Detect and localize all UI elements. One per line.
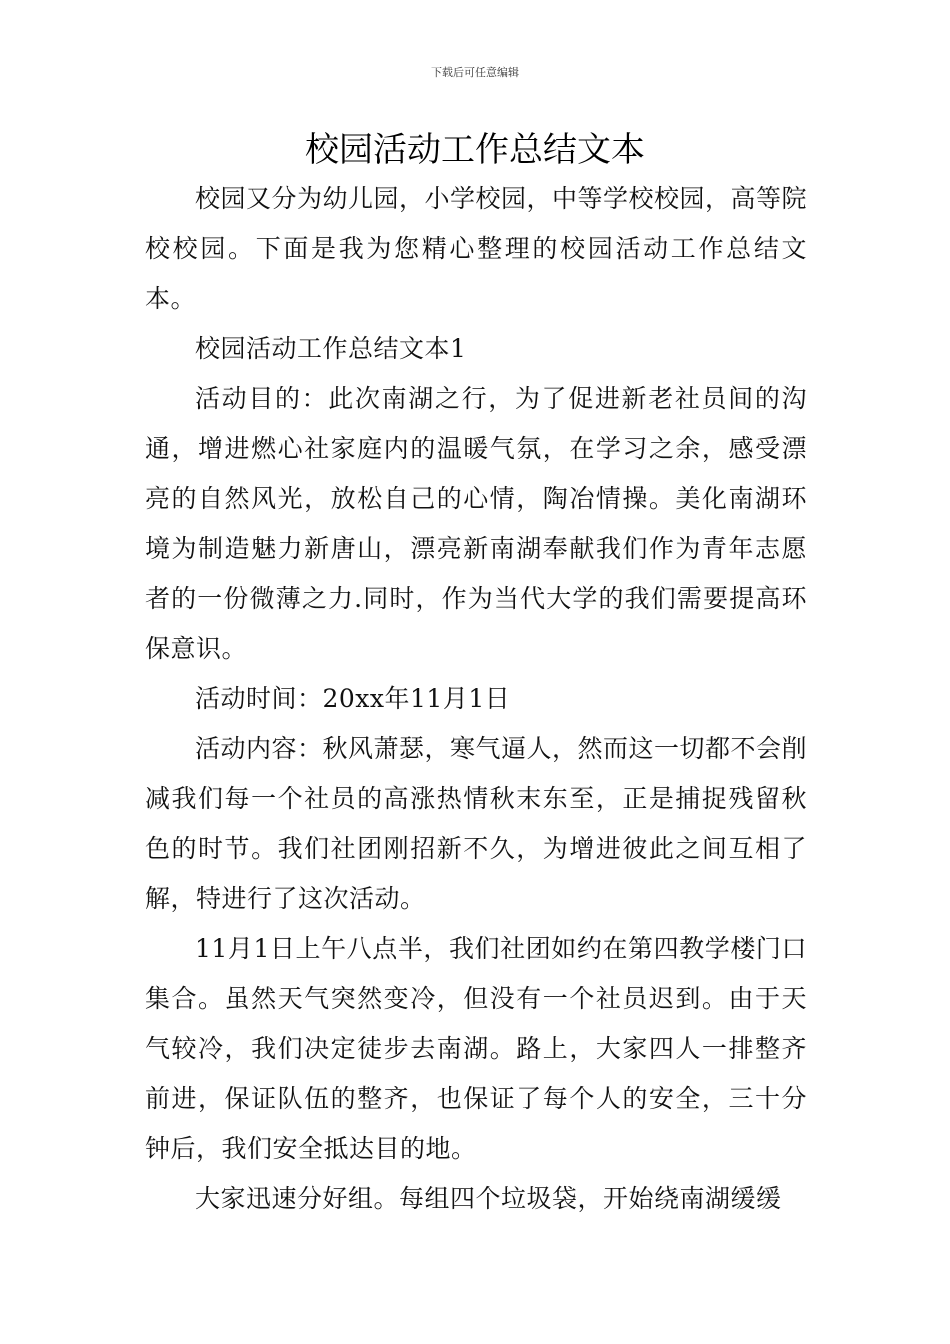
paragraph-gathering: 11月1日上午八点半，我们社团如约在第四教学楼门口集合。虽然天气突然变冷，但没有一个社员迟到。由于天气较冷，我们决定徒步去南湖。路上，大家四人一排整齐前进，保证队伍的整齐，也保证了每个人的安全，三十分钟后，我们安全抵达目的地。 bbox=[145, 934, 807, 1163]
paragraph-purpose: 活动目的：此次南湖之行，为了促进新老社员间的沟通，增进燃心社家庭内的温暖气氛，在学习之余，感受漂亮的自然风光，放松自己的心情，陶冶情操。美化南湖环境为制造魅力新唐山，漂亮新南湖奉献我们作为青年志愿者的一份微薄之力.同时，作为当代大学的我们需要提高环保意识。 bbox=[145, 384, 807, 663]
document-title: 校园活动工作总结文本 bbox=[305, 130, 645, 170]
document-body bbox=[145, 174, 807, 1224]
section-heading: 校园活动工作总结文本1 bbox=[195, 334, 467, 363]
paragraph-time: 活动时间：20xx年11月1日 bbox=[195, 684, 511, 713]
paragraph-grouping: 大家迅速分好组。每组四个垃圾袋，开始绕南湖缓缓 bbox=[195, 1184, 782, 1213]
header-note: 下载后可任意编辑 bbox=[431, 66, 519, 79]
paragraph-intro: 校园又分为幼儿园，小学校园，中等学校校园，高等院校校园。下面是我为您精心整理的校园活动工作总结文本。 bbox=[145, 184, 808, 313]
paragraph-content: 活动内容：秋风萧瑟，寒气逼人，然而这一切都不会削减我们每一个社员的高涨热情秋末东至，正是捕捉残留秋色的时节。我们社团刚招新不久，为增进彼此之间互相了解，特进行了这次活动。 bbox=[145, 734, 808, 913]
